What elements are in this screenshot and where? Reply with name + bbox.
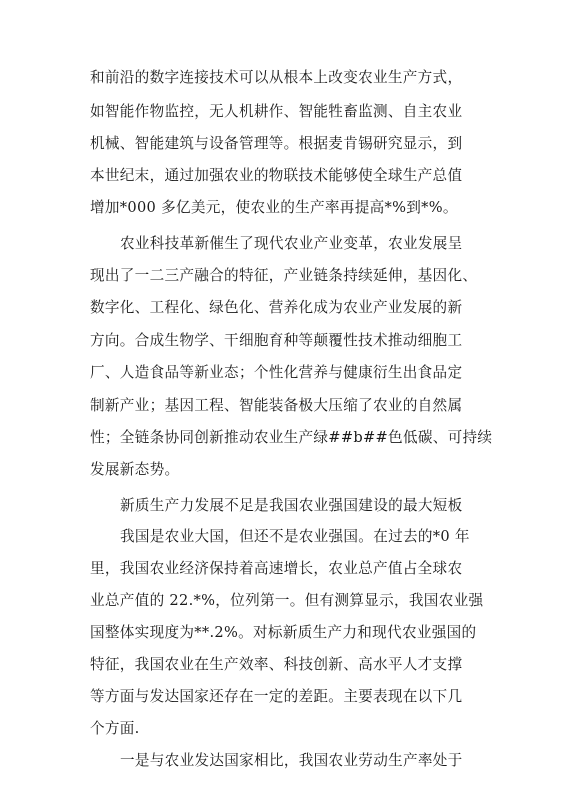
text-line: 国整体实现度为**.2%。对标新质生产力和现代农业强国的 (90, 624, 477, 641)
text-line: 制新产业；基因工程、智能装备极大压缩了农业的自然属 (90, 397, 463, 414)
section-heading: 新质生产力发展不足是我国农业强国建设的最大短板 (120, 497, 463, 514)
text-line: 我国是农业大国，但还不是农业强国。在过去的*0 年 (120, 528, 470, 545)
text-line: 增加*000 多亿美元，使农业的生产率再提高*%到*%。 (90, 199, 458, 216)
text-line: 特征，我国农业在生产效率、科技创新、高水平人才支撑 (90, 656, 463, 673)
text-line: 农业科技革新催生了现代农业产业变革，农业发展呈 (120, 235, 463, 252)
text-line: 和前沿的数字连接技术可以从根本上改变农业生产方式， (90, 69, 463, 86)
text-line: 一是与农业发达国家相比，我国农业劳动生产率处于 (120, 752, 463, 769)
text-line: 发展新态势。 (90, 461, 180, 478)
text-line: 等方面与发达国家还存在一定的差距。主要表现在以下几 (90, 688, 463, 705)
text-line: 业总产值的 22.*%，位列第一。但有测算显示，我国农业强 (90, 592, 484, 609)
text-line: 个方面. (90, 720, 140, 737)
text-line: 如智能作物监控，无人机耕作、智能牲畜监测、自主农业 (90, 103, 463, 120)
text-line: 性；全链条协同创新推动农业生产绿##b##色低碳、可持续 (90, 429, 493, 446)
text-line: 方向。合成生物学、干细胞育种等颠覆性技术推动细胞工 (90, 332, 463, 349)
text-line: 厂、人造食品等新业态；个性化营养与健康衍生出食品定 (90, 364, 463, 381)
text-line: 现出了一二三产融合的特征，产业链条持续延伸，基因化、 (90, 267, 478, 284)
text-line: 数字化、工程化、绿色化、营养化成为农业产业发展的新 (90, 299, 463, 316)
text-line: 里，我国农业经济保持着高速增长，农业总产值占全球农 (90, 560, 463, 577)
text-line: 本世纪末，通过加强农业的物联技术能够使全球生产总值 (90, 167, 463, 184)
text-line: 机械、智能建筑与设备管理等。根据麦肯锡研究显示，到 (90, 135, 463, 152)
